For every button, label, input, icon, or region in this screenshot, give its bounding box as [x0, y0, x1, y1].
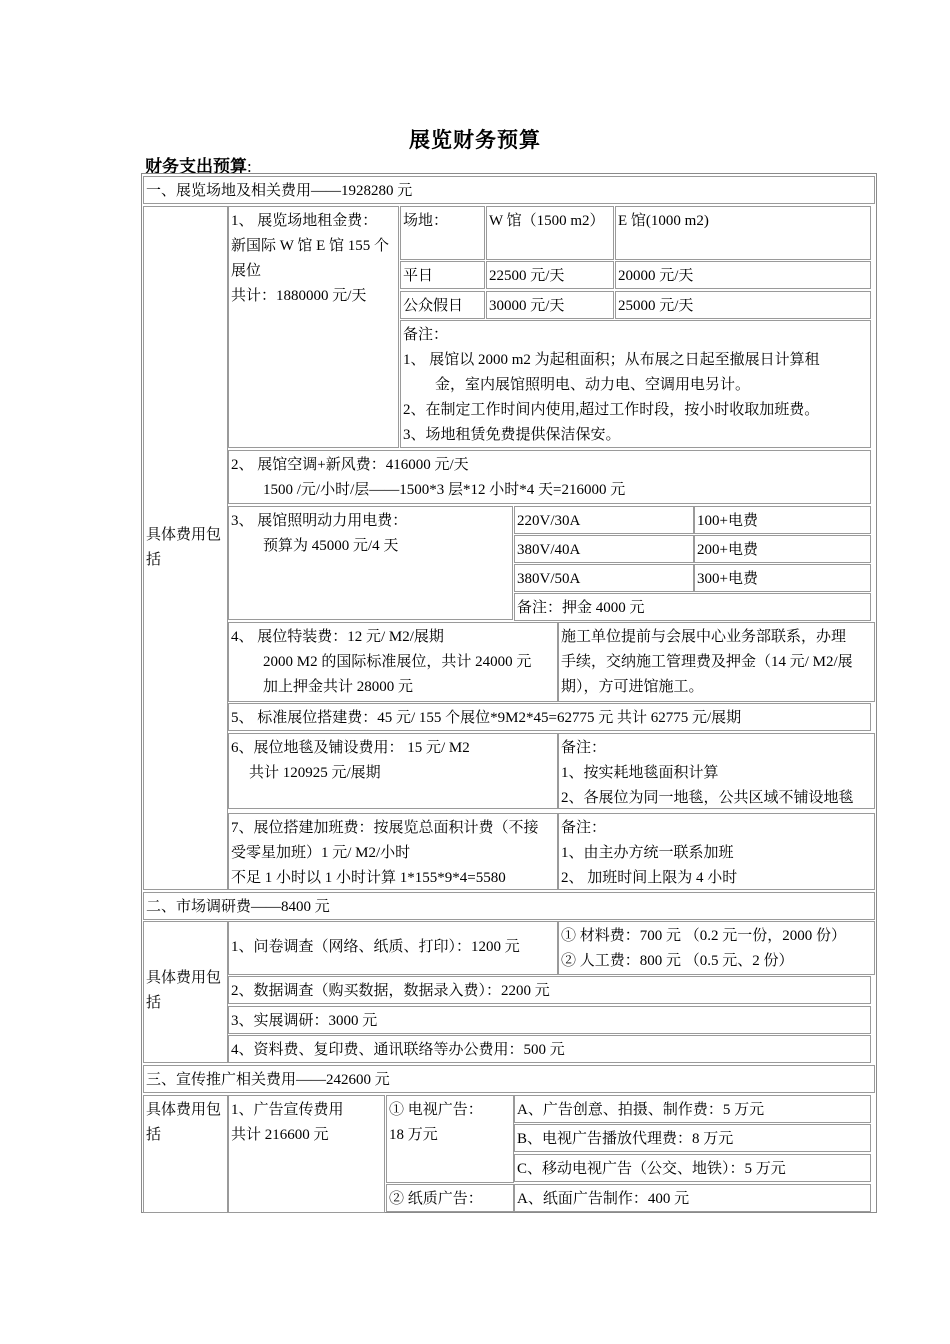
- s1-item6-line: 6、展位地毯及铺设费用： 15 元/ M2: [231, 740, 470, 756]
- s1-item4-note: 期），方可进馆施工。: [561, 679, 704, 695]
- tv-ad-row: C、移动电视广告（公交、地铁）：5 万元: [514, 1154, 871, 1182]
- s3-item1: [228, 1095, 385, 1213]
- s1-item4-left: [228, 622, 558, 702]
- s1-item7-line: 7、展位搭建加班费：按展览总面积计费（不接: [231, 820, 539, 836]
- venue-w-hall-cell: W 馆（1500 m2）: [486, 206, 614, 260]
- page-title: 展览财务预算: [409, 128, 541, 152]
- holiday-label-cell: 公众假日: [400, 291, 485, 319]
- s2-item4: 4、资料费、复印费、通讯联络等办公费用：500 元: [228, 1035, 871, 1063]
- holiday-e-price: 25000 元/天: [615, 291, 871, 319]
- s1-item7-right: [558, 813, 875, 890]
- s1-item6-note: 2、各展位为同一地毯，公共区域不铺设地毯: [561, 790, 854, 806]
- note-line: 2、在制定工作时间内使用,超过工作时段，按小时收取加班费。: [403, 402, 820, 418]
- power-spec-cell: 220V/30A: [514, 506, 694, 534]
- s1-item3-line: 预算为 45000 元/4 天: [263, 538, 399, 554]
- s1-item1-line: 共计：1880000 元/天: [231, 288, 367, 304]
- section3-header: 三、宣传推广相关费用——242600 元: [143, 1065, 875, 1093]
- section2-label: [143, 921, 228, 1063]
- section1-label-text: 具体费用包括: [146, 527, 222, 568]
- s1-item2: [228, 450, 871, 504]
- power-price-cell: 300+电费: [694, 564, 871, 592]
- s1-item7-note: 1、由主办方统一联系加班: [561, 845, 734, 861]
- s1-item5: 5、 标准展位搭建费：45 元/ 155 个展位*9M2*45=62775 元 共计 62775 元/展期: [228, 703, 871, 731]
- s1-item2-line: 2、 展馆空调+新风费：416000 元/天: [231, 457, 469, 473]
- tv-ad-line: ① 电视广告：: [389, 1102, 483, 1118]
- power-deposit-note: 备注：押金 4000 元: [514, 593, 871, 621]
- note-line: 3、场地租赁免费提供保洁保安。: [403, 427, 621, 443]
- s2-item1-right: [558, 921, 875, 975]
- s1-item7-line: 受零星加班）1 元/ M2/小时: [231, 845, 411, 861]
- s2-item2: 2、数据调查（购买数据，数据录入费）：2200 元: [228, 976, 871, 1004]
- section2-header: 二、市场调研费——8400 元: [143, 892, 875, 920]
- s1-item6-right: [558, 733, 875, 809]
- s1-item7-note: 2、 加班时间上限为 4 小时: [561, 870, 738, 886]
- weekday-w-price: 22500 元/天: [486, 261, 614, 289]
- note-line: 1、 展馆以 2000 m2 为起租面积；从布展之日起至撤展日计算租: [403, 352, 820, 368]
- s1-item4-note: 施工单位提前与会展中心业务部联系，办理: [561, 629, 847, 645]
- s3-item1-line: 1、广告宣传费用: [231, 1102, 344, 1118]
- tv-ad-line: 18 万元: [389, 1127, 438, 1143]
- s2-item1-note: ② 人工费：800 元 （0.5 元、2 份）: [561, 953, 794, 969]
- section1-header: 一、展览场地及相关费用——1928280 元: [143, 176, 875, 204]
- s1-item6-line: 共计 120925 元/展期: [249, 765, 381, 781]
- s1-item4-line: 加上押金共计 28000 元: [263, 679, 414, 695]
- power-price-cell: 100+电费: [694, 506, 871, 534]
- subtitle-text: 财务支出预算: [145, 157, 247, 176]
- s2-item1: 1、问卷调查（网络、纸质、打印）：1200 元: [228, 921, 558, 975]
- note-line: 备注：: [403, 327, 449, 343]
- s1-item7-note: 备注：: [561, 820, 607, 836]
- section3-label: [143, 1095, 228, 1213]
- venue-notes: [400, 320, 871, 448]
- venue-e-hall-cell: E 馆(1000 m2): [615, 206, 871, 260]
- s1-item4-right: [558, 622, 875, 702]
- section2-label-text: 具体费用包括: [146, 970, 222, 1011]
- tv-ad-row: B、电视广告播放代理费：8 万元: [514, 1124, 871, 1152]
- weekday-e-price: 20000 元/天: [615, 261, 871, 289]
- s2-item3: 3、实展调研：3000 元: [228, 1006, 871, 1034]
- s3-item1-line: 共计 216600 元: [231, 1127, 329, 1143]
- paper-ad-row: A、纸面广告制作：400 元: [514, 1184, 871, 1212]
- s1-item1-line: 新国际 W 馆 E 馆 155 个: [231, 238, 390, 254]
- subtitle-colon: :: [247, 157, 252, 176]
- s1-item4-line: 2000 M2 的国际标准展位，共计 24000 元: [263, 654, 532, 670]
- section1-label: [143, 206, 228, 890]
- s1-item4-line: 4、 展位特装费：12 元/ M2/展期: [231, 629, 444, 645]
- s1-item6-note: 1、按实耗地毯面积计算: [561, 765, 719, 781]
- venue-header-cell: 场地：: [400, 206, 485, 260]
- s1-item3-left: [228, 506, 513, 620]
- paper-ad-cell: ② 纸质广告：: [386, 1184, 514, 1212]
- note-line: 金，室内展馆照明电、动力电、空调用电另计。: [435, 377, 751, 393]
- tv-ad-cell: [386, 1095, 514, 1183]
- s1-item6-left: [228, 733, 558, 809]
- s2-item1-note: ① 材料费：700 元 （0.2 元一份，2000 份）: [561, 928, 847, 944]
- power-spec-cell: 380V/50A: [514, 564, 694, 592]
- s1-item7-left: [228, 813, 558, 890]
- s1-item1-line: 1、 展览场地租金费：: [231, 213, 378, 229]
- holiday-w-price: 30000 元/天: [486, 291, 614, 319]
- s1-item6-note: 备注：: [561, 740, 607, 756]
- s1-item1-left: [228, 206, 399, 448]
- s1-item4-note: 手续，交纳施工管理费及押金（14 元/ M2/展: [561, 654, 853, 670]
- s1-item3-line: 3、 展馆照明动力用电费：: [231, 513, 408, 529]
- section3-label-text: 具体费用包括: [146, 1102, 222, 1143]
- power-spec-cell: 380V/40A: [514, 535, 694, 563]
- s1-item2-line: 1500 /元/小时/层——1500*3 层*12 小时*4 天=216000 元: [263, 482, 626, 498]
- power-price-cell: 200+电费: [694, 535, 871, 563]
- weekday-label-cell: 平日: [400, 261, 485, 289]
- s1-item7-line: 不足 1 小时以 1 小时计算 1*155*9*4=5580: [231, 870, 506, 886]
- s1-item1-line: 展位: [231, 263, 262, 279]
- tv-ad-row: A、广告创意、拍摄、制作费：5 万元: [514, 1095, 871, 1123]
